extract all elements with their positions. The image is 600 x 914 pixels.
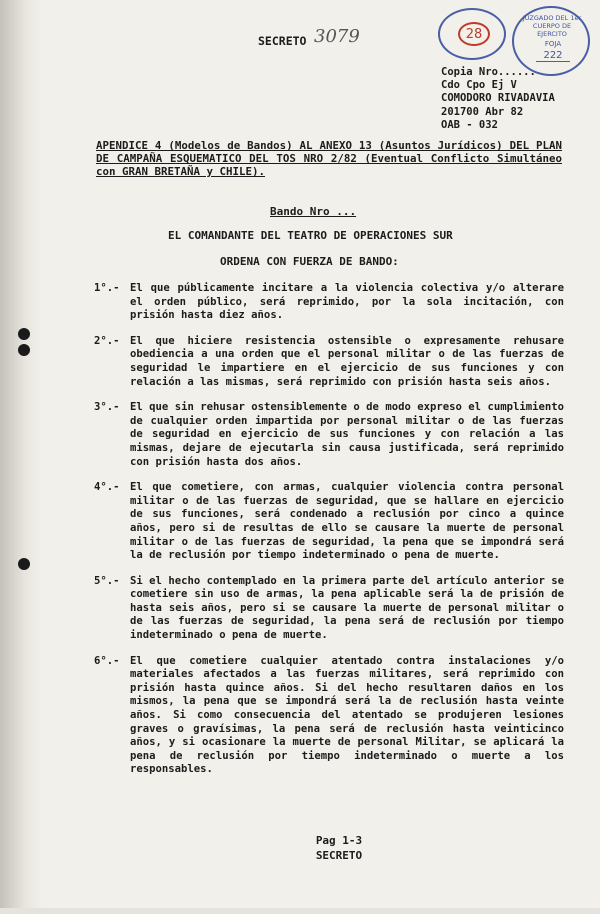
- seal-foja-label: FOJA: [544, 40, 562, 48]
- article-text: El que cometiere cualquier atentado contra instalaciones y/o materiales afectados a las fuerzas militares, será reprimido con prisión hasta quince años. Si del hecho resultaren daños en los mismos, la pena que se impondrá será la de reclusión hasta veinte años. Si como consecuencia del atentado se produjeren lesiones graves o gravísimas, la pena será de reclusión hasta veinticinco años, y si ocasionare la muerte de personal Militar, se aplicará la pena de reclusión por tiempo indeterminado o muerte a los responsables.: [130, 654, 564, 776]
- seal-foja-number: 222: [536, 50, 570, 62]
- article-text: El que hiciere resistencia ostensible o expresamente rehusare obediencia a una orden que el personal militar o de las fuerzas de seguridad le impartiere en el ejercicio de sus funciones y con relación a las mismas, será reprimido con prisión hasta seis años.: [130, 334, 564, 388]
- seal-text: JUZGADO DEL 1er CUERPO DE EJERCITO: [522, 14, 582, 38]
- article: [94, 335, 564, 389]
- bando-number: Bando Nro ...: [270, 205, 357, 218]
- commander-heading: EL COMANDANTE DEL TEATRO DE OPERACIONES SUR: [168, 229, 453, 242]
- article: [94, 481, 564, 563]
- scan-edge-shadow: [0, 0, 42, 914]
- page-number: Pag 1-3: [315, 834, 363, 847]
- punch-hole: [18, 344, 30, 356]
- appendix-title: APENDICE 4 (Modelos de Bandos) AL ANEXO 13 (Asuntos Jurídicos) DEL PLAN DE CAMPAÑA ESQUEMATICO DEL TOS NRO 2/82 (Eventual Conflicto Simultáneo con GRAN BRETAÑA y CHILE).: [96, 139, 562, 178]
- article-number: 3°.-: [94, 401, 120, 414]
- classification-header: SECRETO: [258, 34, 307, 48]
- copy-line: Copia Nro......: [441, 66, 536, 78]
- copy-line: OAB - 032: [441, 118, 498, 131]
- copy-line: Cdo Cpo Ej V: [441, 79, 517, 92]
- handwritten-number: 3079: [314, 26, 360, 47]
- article: [94, 282, 564, 323]
- article: [94, 401, 564, 469]
- scan-bottom-edge: [0, 908, 600, 914]
- article-number: 1°.-: [94, 282, 120, 294]
- article-text: Si el hecho contemplado en la primera parte del artículo anterior se cometiere sin uso de armas, la pena aplicable será la de prisión de hasta seis años, pero si se causare la muerte de personal militar o de las fuerzas de seguridad, la pena será de reclusión por tiempo indeterminado o pena de muerte.: [130, 574, 564, 642]
- classification-footer: SECRETO: [315, 849, 363, 862]
- article: [94, 575, 564, 643]
- punch-hole: [18, 558, 30, 570]
- article-number: 5°.-: [94, 574, 120, 587]
- copy-line: 201700 Abr 82: [441, 105, 524, 118]
- red-number-stamp: [438, 8, 506, 60]
- punch-hole: [18, 328, 30, 340]
- copy-line: COMODORO RIVADAVIA: [441, 92, 555, 105]
- articles-list: [94, 282, 564, 789]
- article-number: 4°.-: [94, 481, 120, 494]
- article-number: 6°.-: [94, 654, 120, 667]
- order-heading: ORDENA CON FUERZA DE BANDO:: [220, 255, 399, 268]
- stamp-number: 28: [458, 22, 490, 46]
- article-text: El que públicamente incitare a la violencia colectiva y/o alterare el orden público, será reprimido, por la sola incitación, con prisión hasta diez años.: [130, 282, 564, 322]
- copy-info-block: [441, 66, 555, 132]
- article-number: 2°.-: [94, 334, 120, 347]
- article-text: El que sin rehusar ostensiblemente o de modo expreso el cumplimiento de cualquier orden impartida por personal militar o de las fuerzas de seguridad en ejercicio de sus funciones y con relación a las mismas, dejare de ejecutarla sin causa justificada, será reprimido con prisión hasta dos años.: [130, 401, 564, 468]
- article-text: El que cometiere, con armas, cualquier violencia contra personal militar o de las fuerzas de seguridad, que se hallare en ejercicio de sus funciones, será condenado a reclusión por cinco a quince años, pero si de resultas de ello se causare la muerte de personal militar o de las fuerzas de seguridad, la pena que se impondrá será la de reclusión por tiempo indeterminado o pena de muerte.: [130, 481, 564, 562]
- article: [94, 655, 564, 777]
